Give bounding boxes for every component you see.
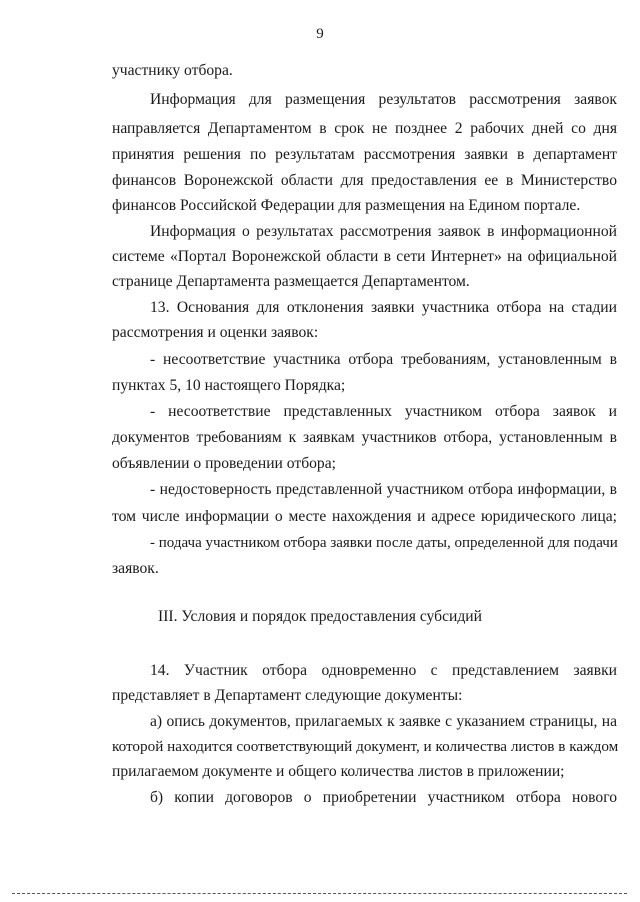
text-line: которой находится соответствующий документ, и количества листов в каждом: [112, 738, 619, 755]
text-line: прилагаемом документе и общего количества листов в приложении;: [112, 763, 565, 780]
text-line: Информация о результатах рассмотрения заявок в информационной: [150, 223, 617, 240]
section-heading: III. Условия и порядок предоставления субсидий: [158, 608, 482, 625]
page-number: 9: [316, 26, 324, 42]
text-line: участнику отбора.: [112, 62, 233, 79]
text-line: том числе информации о месте нахождения и адресе юридического лица;: [112, 508, 617, 525]
text-line: направляется Департаментом в срок не позднее 2 рабочих дней со дня: [112, 120, 617, 137]
text-line: - несоответствие представленных участником отбора заявок и: [150, 403, 617, 420]
text-line: представляет в Департамент следующие документы:: [112, 687, 463, 704]
text-line: - подача участником отбора заявки после даты, определенной для подачи: [150, 535, 618, 551]
text-line: рассмотрения и оценки заявок:: [112, 324, 319, 341]
text-line: финансов Российской Федерации для размещения на Едином портале.: [112, 197, 581, 214]
text-line: - недостоверность представленной участником отбора информации, в: [150, 481, 617, 498]
text-line: Информация для размещения результатов рассмотрения заявок: [150, 91, 617, 108]
text-line: заявок.: [112, 560, 159, 577]
text-line: принятия решения по результатам рассмотрения заявки в департамент: [112, 146, 617, 163]
text-line: финансов Воронежской области для предоставления ее в Министерство: [112, 172, 617, 189]
text-line: системе «Портал Воронежской области в сети Интернет» на официальной: [112, 248, 617, 265]
text-line: 13. Основания для отклонения заявки участника отбора на стадии: [150, 299, 617, 316]
text-line: пунктах 5, 10 настоящего Порядка;: [112, 377, 346, 394]
scan-edge-divider: [12, 893, 627, 895]
text-line: б) копии договоров о приобретении участником отбора нового: [150, 789, 617, 806]
text-line: документов требованиям к заявкам участников отбора, установленным в: [112, 429, 617, 446]
text-line: а) опись документов, прилагаемых к заявке с указанием страницы, на: [150, 713, 617, 730]
text-line: 14. Участник отбора одновременно с представлением заявки: [150, 662, 617, 679]
text-line: объявлении о проведении отбора;: [112, 455, 336, 472]
text-line: - несоответствие участника отбора требованиям, установленным в: [150, 351, 617, 368]
text-line: странице Департамента размещается Департаментом.: [112, 273, 470, 290]
